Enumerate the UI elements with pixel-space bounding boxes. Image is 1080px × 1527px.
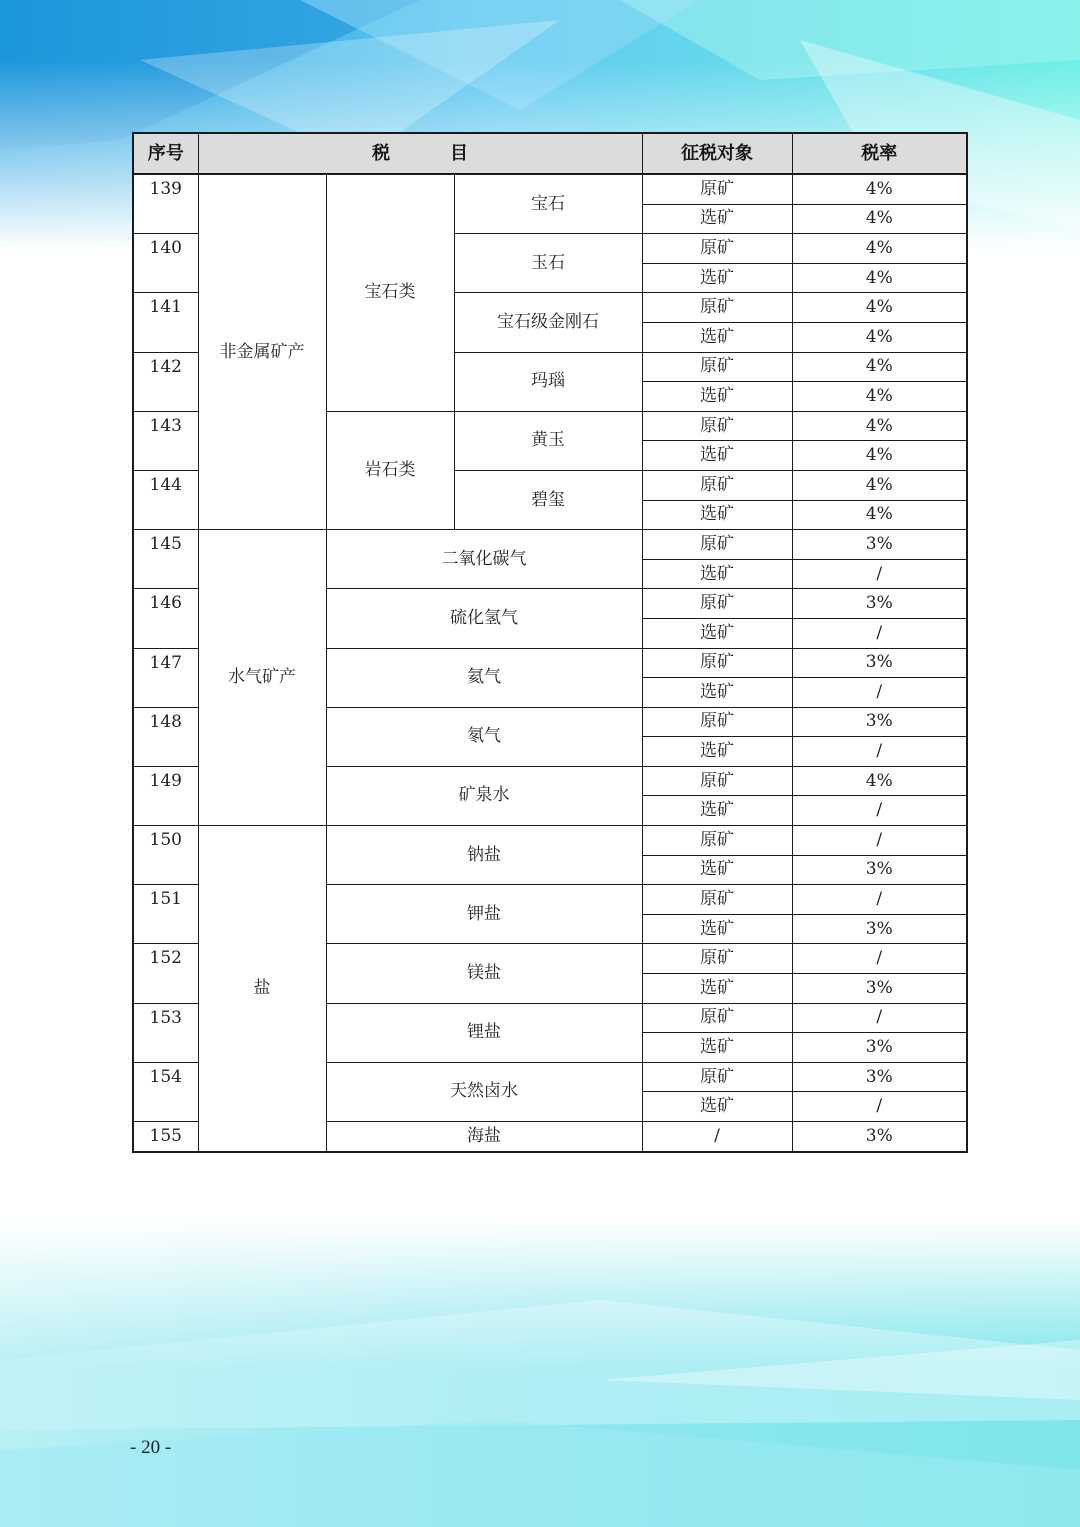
rate-raw: 4% [792,293,967,323]
header-rate: 税率 [792,133,967,174]
rate-raw: / [792,944,967,974]
item-name: 玉石 [454,234,642,293]
row-number: 153 [133,1003,198,1062]
object-dressed: 选矿 [642,441,792,471]
object-dressed: 选矿 [642,678,792,708]
object-dressed: 选矿 [642,500,792,530]
item-name: 黄玉 [454,411,642,470]
rate-raw: / [792,885,967,915]
row-number: 141 [133,293,198,352]
rate-raw: 4% [792,352,967,382]
rate-dressed: 3% [792,855,967,885]
object-raw: 原矿 [642,174,792,204]
rate-dressed: / [792,737,967,767]
row-number: 139 [133,174,198,234]
item-name: 玛瑙 [454,352,642,411]
rate-dressed: 4% [792,441,967,471]
item-name: 锂盐 [326,1003,642,1062]
row-number: 144 [133,470,198,529]
category-salt: 盐 [198,826,326,1152]
object-raw: 原矿 [642,530,792,560]
object-raw: 原矿 [642,944,792,974]
rate-dressed: 4% [792,204,967,234]
object-raw: 原矿 [642,470,792,500]
object-dressed: 选矿 [642,559,792,589]
rate-raw: 4% [792,470,967,500]
item-name: 氦气 [326,648,642,707]
rate-dressed: 4% [792,500,967,530]
item-name: 宝石级金刚石 [454,293,642,352]
rate-raw: 4% [792,234,967,264]
subcategory-rock: 岩石类 [326,411,454,529]
row-number: 142 [133,352,198,411]
row-number: 154 [133,1062,198,1121]
subcategory-gem: 宝石类 [326,174,454,411]
object-cell: / [642,1122,792,1152]
table-header-row [133,133,967,174]
rate-raw: 3% [792,648,967,678]
rate-raw: 4% [792,766,967,796]
row-number: 155 [133,1122,198,1152]
rate-raw: / [792,826,967,856]
item-name: 宝石 [454,174,642,234]
object-raw: 原矿 [642,589,792,619]
object-raw: 原矿 [642,1062,792,1092]
rate-dressed: / [792,796,967,826]
tax-rate-table [132,132,968,1153]
item-name: 天然卤水 [326,1062,642,1121]
rate-raw: 3% [792,1062,967,1092]
rate-cell: 3% [792,1122,967,1152]
row-number: 148 [133,707,198,766]
header-object: 征税对象 [642,133,792,174]
table-row [133,530,967,560]
row-number: 145 [133,530,198,589]
object-raw: 原矿 [642,234,792,264]
rate-raw: 4% [792,411,967,441]
rate-raw: 4% [792,174,967,204]
rate-raw: 3% [792,707,967,737]
row-number: 147 [133,648,198,707]
header-item: 税目 [198,133,642,174]
item-name: 碧玺 [454,470,642,529]
object-dressed: 选矿 [642,382,792,412]
rate-dressed: 4% [792,263,967,293]
object-raw: 原矿 [642,352,792,382]
rate-dressed: 3% [792,974,967,1004]
rate-raw: 3% [792,530,967,560]
row-number: 149 [133,766,198,825]
page-number: - 20 - [130,1437,172,1458]
row-number: 152 [133,944,198,1003]
row-number: 151 [133,885,198,944]
object-dressed: 选矿 [642,1033,792,1063]
object-dressed: 选矿 [642,322,792,352]
rate-dressed: / [792,559,967,589]
object-dressed: 选矿 [642,618,792,648]
object-dressed: 选矿 [642,796,792,826]
object-dressed: 选矿 [642,1092,792,1122]
category-water-gas: 水气矿产 [198,530,326,826]
rate-dressed: 3% [792,1033,967,1063]
object-dressed: 选矿 [642,263,792,293]
table-row [133,174,967,204]
item-name: 镁盐 [326,944,642,1003]
rate-dressed: 4% [792,382,967,412]
object-raw: 原矿 [642,766,792,796]
object-raw: 原矿 [642,411,792,441]
object-dressed: 选矿 [642,737,792,767]
item-name: 硫化氢气 [326,589,642,648]
object-raw: 原矿 [642,293,792,323]
item-name: 氡气 [326,707,642,766]
object-raw: 原矿 [642,1003,792,1033]
table-row [133,826,967,856]
object-raw: 原矿 [642,648,792,678]
object-raw: 原矿 [642,885,792,915]
item-name: 二氧化碳气 [326,530,642,589]
object-raw: 原矿 [642,707,792,737]
row-number: 150 [133,826,198,885]
object-dressed: 选矿 [642,204,792,234]
rate-dressed: / [792,618,967,648]
object-dressed: 选矿 [642,914,792,944]
rate-raw: 3% [792,589,967,619]
rate-dressed: / [792,678,967,708]
item-name: 海盐 [326,1122,642,1152]
item-name: 矿泉水 [326,766,642,825]
item-name: 钾盐 [326,885,642,944]
rate-dressed: 3% [792,914,967,944]
category-nonmetal: 非金属矿产 [198,174,326,530]
row-number: 143 [133,411,198,470]
object-dressed: 选矿 [642,855,792,885]
object-dressed: 选矿 [642,974,792,1004]
rate-raw: / [792,1003,967,1033]
header-seq: 序号 [133,133,198,174]
rate-dressed: 4% [792,322,967,352]
object-raw: 原矿 [642,826,792,856]
item-name: 钠盐 [326,826,642,885]
row-number: 140 [133,234,198,293]
rate-dressed: / [792,1092,967,1122]
row-number: 146 [133,589,198,648]
